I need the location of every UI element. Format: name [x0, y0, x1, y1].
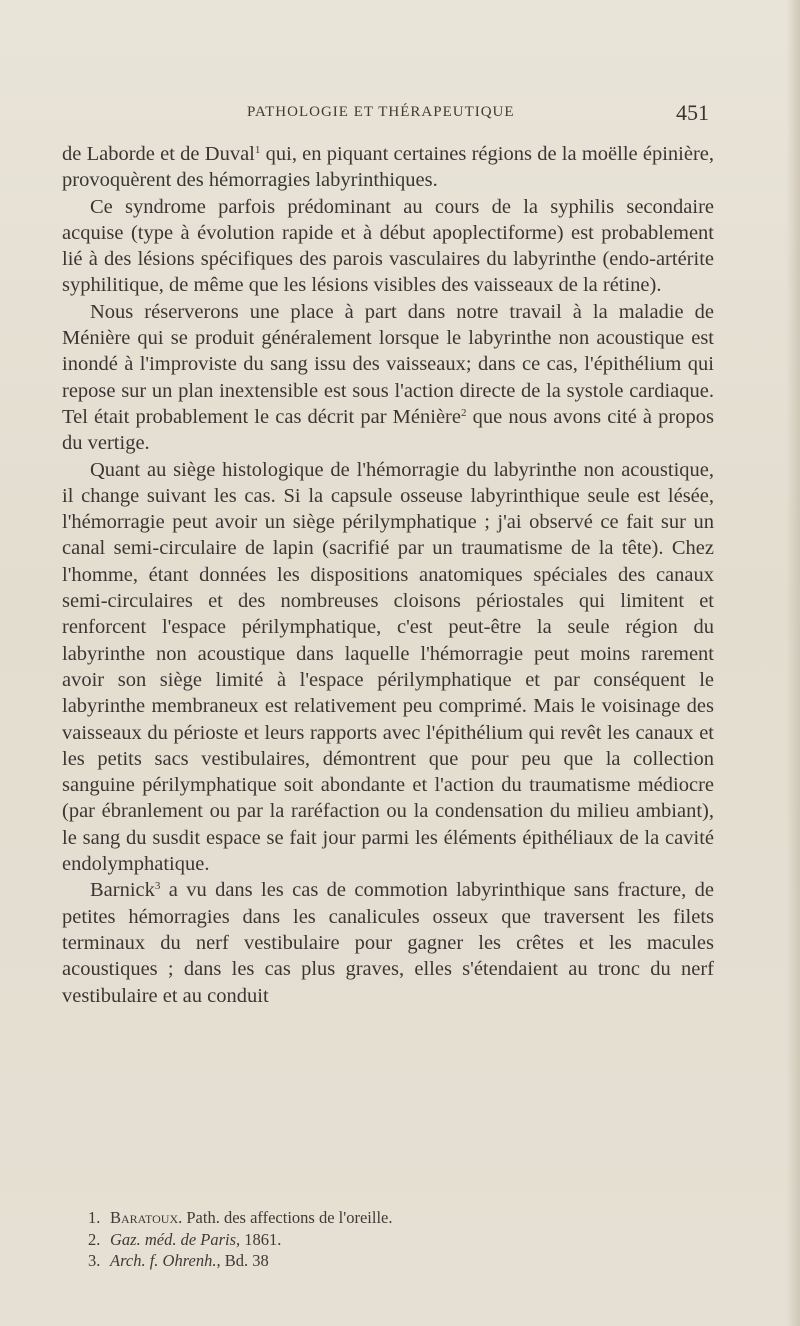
footnote-journal: Arch. f. Ohrenh.: [110, 1251, 217, 1270]
paragraph-5: Barnick$^3$ a vu dans les cas de commotion labyrinthique sans fracture, de petites hémorragies dans les canalicules osseux que traversent les filets terminaux du nerf vestibulaire pour gagner les crêtes et les macules acoustiques ; dans les cas plus graves, elles s'étendaient au tronc du nerf vestibulaire et au conduit: [62, 879, 714, 1007]
paragraph-4: Quant au siège histologique de l'hémorragie du labyrinthe non acoustique, il change suivant les cas. Si la capsule osseuse labyrinthique seule est lésée, l'hémorragie peut avoir un siège périlymphatique ; j'ai observé ce fait sur un canal semi-circulaire de lapin (sacrifié par un traumatisme de la tête). Chez l'homme, étant données les dispositions anatomiques spéciales des canaux semi-circulaires et des nombreuses cloisons périostales qui limitent et renforcent l'espace périlymphatique, c'est peut-être la seule région du labyrinthe non acoustique dans laquelle l'hémorragie peut moins rarement avoir son siège limité à l'espace périlymphatique et par conséquent le labyrinthe membraneux est relativement peu comprimé. Mais le voisinage des vaisseaux du périoste et leurs rapports avec l'épithélium qui revêt les canaux et les petits sacs vestibulaires, démontrent que pour peu que la collection sanguine périlymphatique soit abondante et l'action du traumatisme médiocre (par ébranlement ou par la raréfaction ou la condensation du milieu ambiant), le sang du susdit espace se fait jour parmi les éléments épithéliaux de la cavité endolymphatique.: [62, 458, 714, 876]
paragraph-1: de Laborde et de Duval$^1$ qui, en piquant certaines régions de la moëlle épinière, provoquèrent des hémorragies labyrinthiques.: [62, 143, 714, 192]
footnote-ref-3: 3: [154, 880, 161, 893]
page-number: 451: [676, 100, 709, 125]
footnote-1: 1. Baratoux. Path. des affections de l'oreille.: [88, 1208, 393, 1227]
running-head: PATHOLOGIE ET THÉRAPEUTIQUE: [247, 104, 515, 120]
footnote-author: Baratoux: [110, 1208, 179, 1227]
footnote-2: 2. Gaz. méd. de Paris, 1861.: [88, 1229, 282, 1249]
footnotes: [88, 1207, 688, 1272]
footnote-journal: Gaz. méd. de Paris: [110, 1229, 237, 1249]
page-header: [0, 100, 800, 132]
paragraph-3: Nous réserverons une place à part dans notre travail à la maladie de Ménière qui se produit généralement lorsque le labyrinthe non acoustique est inondé à l'improviste du sang issu des vaisseaux; dans ce cas, l'épithélium qui repose sur un plan inextensible est sous l'action directe de la systole cardiaque. Tel était probablement le cas décrit par Ménière$^2$ que nous avons cité à propos du vertige.: [62, 300, 714, 455]
paragraph-2: Ce syndrome parfois prédominant au cours de la syphilis secondaire acquise (type à évolution rapide et à début apoplectiforme) est probablement lié à des lésions spécifiques des parois vasculaires du labyrinthe (endo-artérite syphilitique, de même que les lésions visibles des vaisseaux de la rétine).: [62, 195, 714, 297]
footnote-ref-1: 1: [254, 144, 261, 156]
footnote-ref-2: 2: [460, 406, 467, 419]
body-text: [62, 141, 714, 1009]
footnote-3: 3. Arch. f. Ohrenh., Bd. 38: [88, 1251, 269, 1270]
